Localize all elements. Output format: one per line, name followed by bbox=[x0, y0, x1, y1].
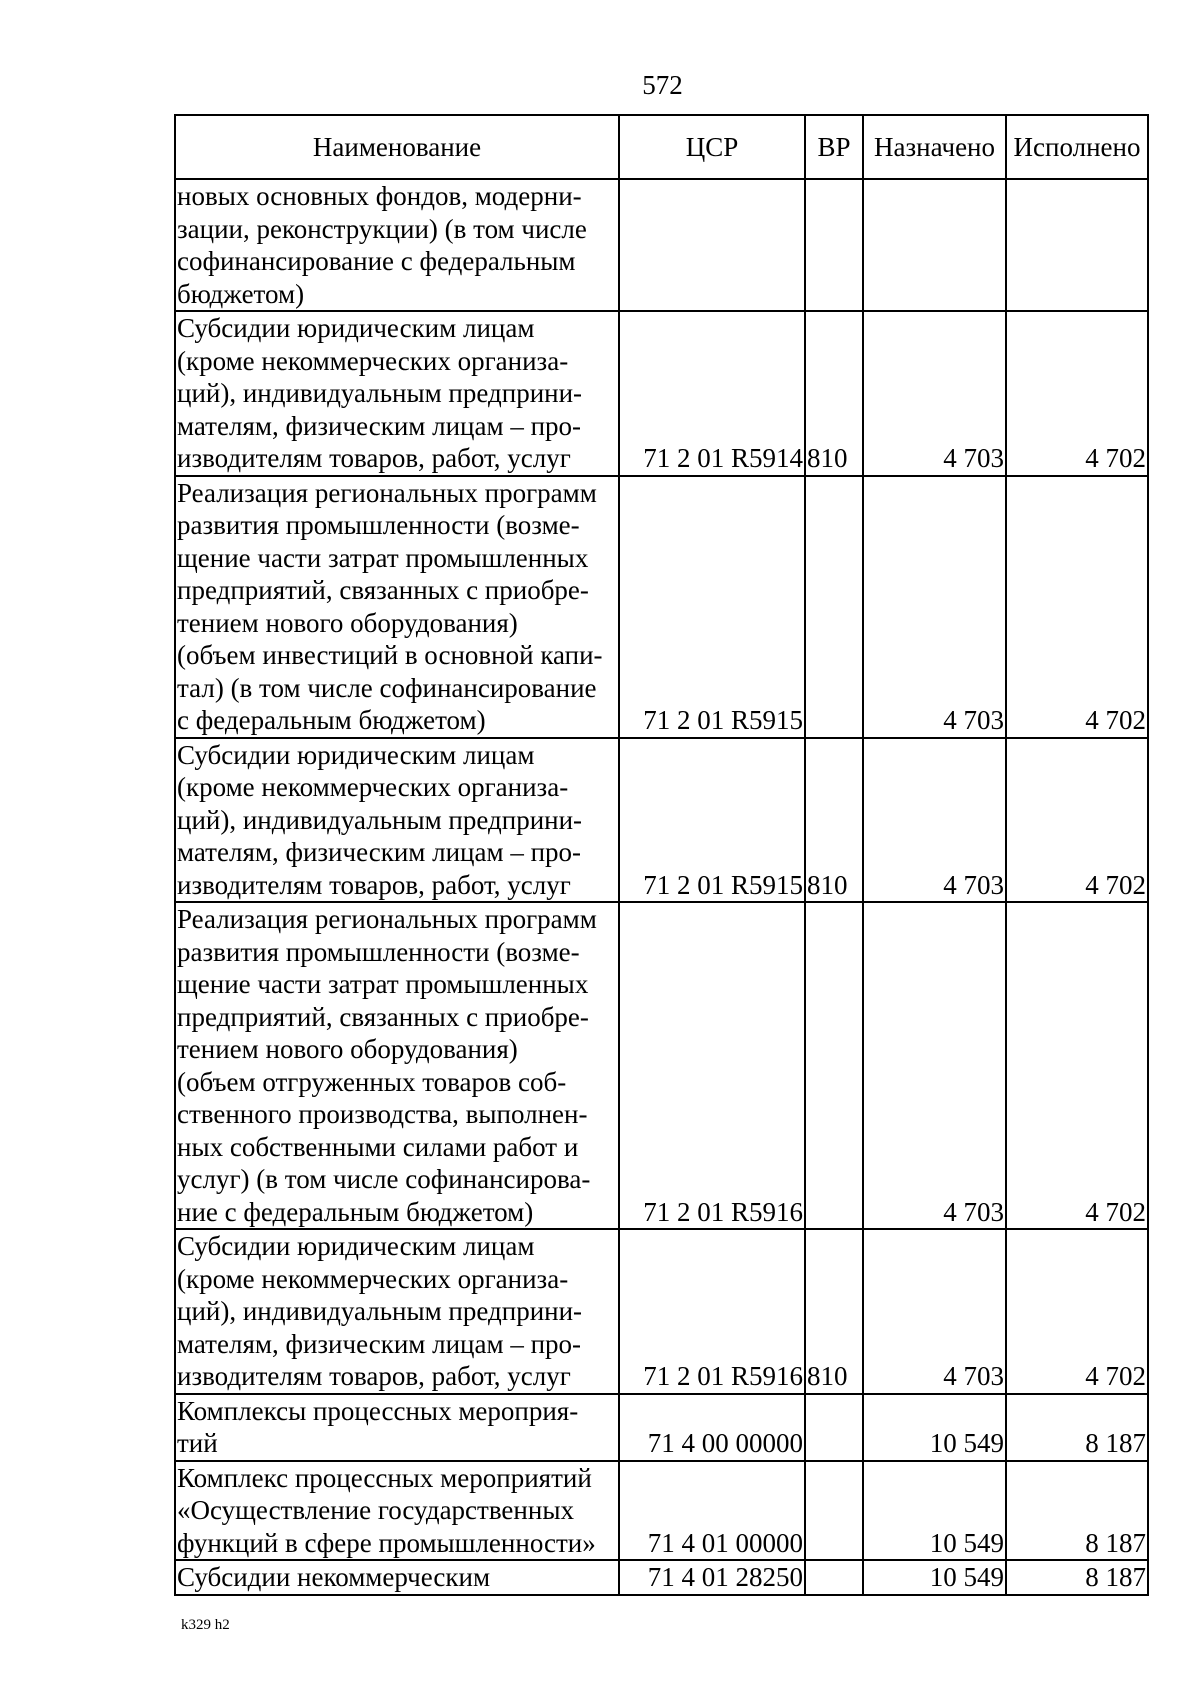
row-executed: 4 702 bbox=[1006, 1229, 1148, 1394]
table-row bbox=[175, 1394, 1148, 1461]
header-assigned: Назначено bbox=[863, 115, 1006, 179]
row-name-line: зации, реконструкции) (в том числе bbox=[177, 213, 587, 244]
row-name-line: тал) (в том числе софинансирование bbox=[177, 672, 597, 703]
row-name-line: изводителям товаров, работ, услуг bbox=[177, 443, 571, 473]
row-name-line: софинансирование с федеральным bbox=[177, 246, 576, 276]
row-name-line: функций в сфере промышленности» bbox=[177, 1527, 596, 1558]
row-name-line: Субсидии юридическим лицам bbox=[177, 313, 535, 343]
row-name-line: Реализация региональных программ bbox=[177, 477, 597, 508]
footer-code: k329 h2 bbox=[181, 1617, 230, 1633]
row-csr: 71 2 01 R5914 bbox=[619, 311, 805, 476]
row-name-line: мателям, физическим лицам – про- bbox=[177, 837, 582, 867]
row-name-line: развития промышленности (возме- bbox=[177, 510, 580, 540]
row-assigned: 4 703 bbox=[863, 902, 1006, 1229]
row-assigned: 4 703 bbox=[863, 311, 1006, 476]
row-name-line: ций), индивидуальным предприни- bbox=[177, 378, 583, 408]
row-name-line: «Осуществление государственных bbox=[177, 1495, 574, 1525]
row-name bbox=[175, 179, 619, 311]
row-name-line: (кроме некоммерческих организа- bbox=[177, 772, 569, 802]
row-name bbox=[175, 1461, 619, 1561]
row-name-line: мателям, физическим лицам – про- bbox=[177, 1328, 582, 1359]
budget-table bbox=[174, 114, 1149, 1596]
row-name-line: Субсидии некоммерческим bbox=[177, 1562, 491, 1592]
row-name-line: Субсидии юридическим лицам bbox=[177, 1231, 535, 1261]
row-name-line: тением нового оборудования) bbox=[177, 1034, 518, 1064]
row-name-line: развития промышленности (возме- bbox=[177, 936, 580, 967]
row-vr: 810 bbox=[805, 738, 863, 903]
table-row bbox=[175, 476, 1148, 738]
row-vr: 810 bbox=[805, 1229, 863, 1394]
row-csr: 71 2 01 R5915 bbox=[619, 738, 805, 903]
row-name-line: щение части затрат промышленных bbox=[177, 542, 589, 573]
row-vr bbox=[805, 1461, 863, 1561]
row-name-line: щение части затрат промышленных bbox=[177, 969, 589, 999]
row-vr bbox=[805, 1394, 863, 1461]
row-name-line: (кроме некоммерческих организа- bbox=[177, 1263, 569, 1294]
table-row bbox=[175, 902, 1148, 1229]
header-csr: ЦСР bbox=[619, 115, 805, 179]
header-vr: ВР bbox=[805, 115, 863, 179]
row-vr bbox=[805, 476, 863, 738]
row-csr bbox=[619, 179, 805, 311]
row-name-line: ций), индивидуальным предприни- bbox=[177, 804, 583, 835]
table-row bbox=[175, 179, 1148, 311]
row-name bbox=[175, 311, 619, 476]
row-csr: 71 4 01 00000 bbox=[619, 1461, 805, 1561]
row-name-line: (кроме некоммерческих организа- bbox=[177, 345, 569, 376]
row-name-line: Комплекс процессных мероприятий bbox=[177, 1462, 592, 1493]
row-name-line: ных собственными силами работ и bbox=[177, 1131, 579, 1162]
row-assigned bbox=[863, 179, 1006, 311]
row-name-line: мателям, физическим лицам – про- bbox=[177, 410, 582, 441]
row-vr: 810 bbox=[805, 311, 863, 476]
row-name bbox=[175, 1229, 619, 1394]
row-csr: 71 4 01 28250 bbox=[619, 1560, 805, 1595]
table-row bbox=[175, 1461, 1148, 1561]
row-assigned: 4 703 bbox=[863, 1229, 1006, 1394]
row-name-line: изводителям товаров, работ, услуг bbox=[177, 869, 571, 900]
row-name-line: услуг) (в том числе софинансирова- bbox=[177, 1164, 591, 1194]
row-name-line: (объем инвестиций в основной капи- bbox=[177, 640, 603, 670]
row-executed: 8 187 bbox=[1006, 1461, 1148, 1561]
row-executed: 8 187 bbox=[1006, 1560, 1148, 1595]
table-row bbox=[175, 311, 1148, 476]
row-name-line: Комплексы процессных мероприя- bbox=[177, 1395, 579, 1426]
row-executed: 8 187 bbox=[1006, 1394, 1148, 1461]
row-name bbox=[175, 1560, 619, 1595]
row-vr bbox=[805, 902, 863, 1229]
row-name-line: тением нового оборудования) bbox=[177, 607, 518, 638]
header-name: Наименование bbox=[175, 115, 619, 179]
row-name-line: с федеральным бюджетом) bbox=[177, 705, 486, 735]
row-executed: 4 702 bbox=[1006, 902, 1148, 1229]
row-name-line: бюджетом) bbox=[177, 278, 305, 309]
table-row bbox=[175, 1229, 1148, 1394]
table-row bbox=[175, 738, 1148, 903]
row-name-line: предприятий, связанных с приобре- bbox=[177, 1001, 589, 1032]
row-csr: 71 4 00 00000 bbox=[619, 1394, 805, 1461]
row-assigned: 4 703 bbox=[863, 476, 1006, 738]
row-name-line: ние с федеральным бюджетом) bbox=[177, 1196, 534, 1227]
table-body bbox=[175, 179, 1148, 1595]
row-name-line: Реализация региональных программ bbox=[177, 904, 597, 934]
row-executed: 4 702 bbox=[1006, 311, 1148, 476]
row-name bbox=[175, 902, 619, 1229]
row-vr bbox=[805, 179, 863, 311]
header-executed: Исполнено bbox=[1006, 115, 1148, 179]
row-assigned: 4 703 bbox=[863, 738, 1006, 903]
row-assigned: 10 549 bbox=[863, 1560, 1006, 1595]
row-name-line: (объем отгруженных товаров соб- bbox=[177, 1066, 567, 1097]
row-name-line: изводителям товаров, работ, услуг bbox=[177, 1361, 571, 1391]
row-name-line: предприятий, связанных с приобре- bbox=[177, 575, 589, 605]
page-number: 572 bbox=[642, 70, 683, 100]
row-name-line: Субсидии юридическим лицам bbox=[177, 739, 535, 770]
table-header-row bbox=[175, 115, 1148, 179]
table-row bbox=[175, 1560, 1148, 1595]
row-csr: 71 2 01 R5915 bbox=[619, 476, 805, 738]
row-assigned: 10 549 bbox=[863, 1461, 1006, 1561]
row-name bbox=[175, 476, 619, 738]
row-name-line: ственного производства, выполнен- bbox=[177, 1099, 588, 1129]
row-executed bbox=[1006, 179, 1148, 311]
row-name bbox=[175, 1394, 619, 1461]
row-name-line: ций), индивидуальным предприни- bbox=[177, 1296, 583, 1326]
row-name-line: новых основных фондов, модерни- bbox=[177, 181, 582, 211]
row-executed: 4 702 bbox=[1006, 476, 1148, 738]
row-executed: 4 702 bbox=[1006, 738, 1148, 903]
row-vr bbox=[805, 1560, 863, 1595]
row-csr: 71 2 01 R5916 bbox=[619, 902, 805, 1229]
row-name bbox=[175, 738, 619, 903]
row-name-line: тий bbox=[177, 1428, 218, 1458]
row-assigned: 10 549 bbox=[863, 1394, 1006, 1461]
row-csr: 71 2 01 R5916 bbox=[619, 1229, 805, 1394]
